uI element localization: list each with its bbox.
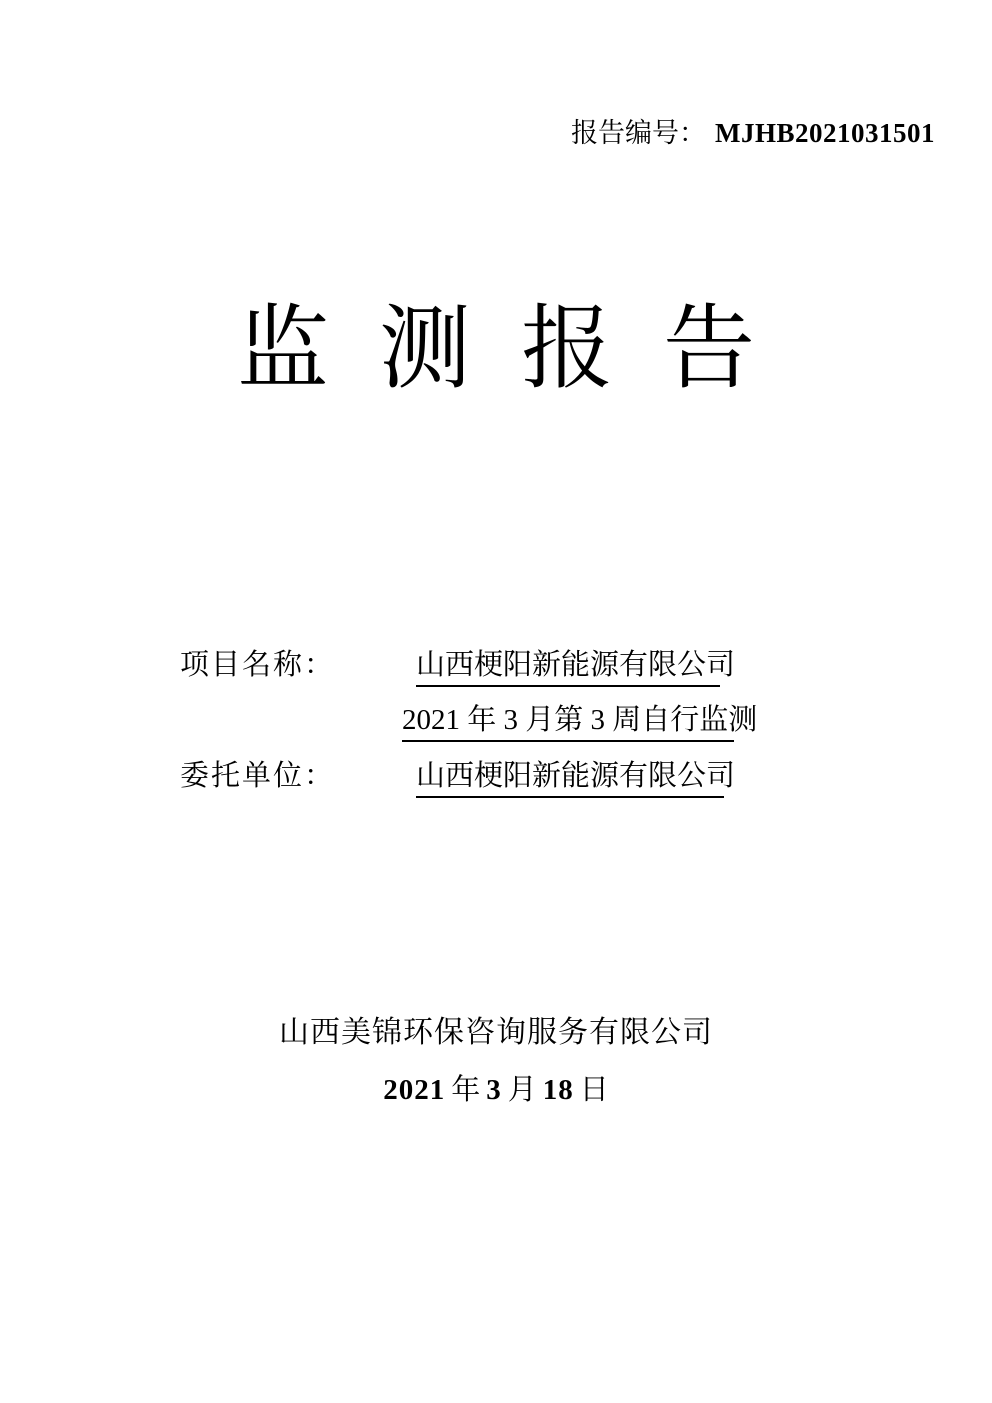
client-value: 山西梗阳新能源有限公司 (416, 759, 724, 798)
issue-date-month-unit: 月 (507, 1074, 537, 1106)
project-name-label: 项目名称： (180, 649, 336, 681)
issue-date (0, 1067, 992, 1108)
issue-date-day-unit: 日 (579, 1074, 609, 1106)
report-number-value: MJHB2021031501 (715, 118, 935, 148)
issue-date-day: 18 (542, 1074, 574, 1106)
report-number (571, 117, 935, 149)
report-number-label: 报告编号： (571, 118, 706, 148)
project-name-value-line1: 山西梗阳新能源有限公司 (416, 648, 720, 687)
issue-date-year: 2021 (383, 1074, 446, 1106)
project-name-value-line2: 2021 年 3 月第 3 周自行监测 (402, 703, 734, 742)
client-label: 委托单位： (180, 760, 336, 792)
issue-date-month: 3 (486, 1074, 502, 1106)
issue-date-year-unit: 年 (451, 1074, 481, 1106)
issuing-company: 山西美锦环保咨询服务有限公司 (279, 1016, 713, 1049)
page-title: 监测报告 (236, 298, 805, 400)
